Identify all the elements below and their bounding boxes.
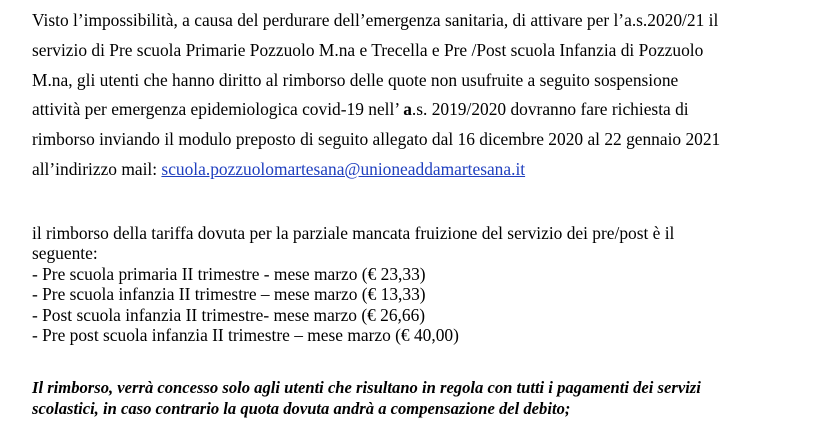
note-line-1: Il rimborso, verrà concesso solo agli utenti che risultano in regola con tutti i pagamenti dei servizi [32, 378, 701, 397]
intro-line-6 [32, 155, 812, 185]
intro-line-5: rimborso inviando il modulo preposto di seguito allegato dal 16 dicembre 2020 al 22 gennaio 2021 [32, 129, 721, 150]
refund-item-pre-post-infanzia: - Pre post scuola infanzia II trimestre – mese marzo (€ 40,00) [32, 325, 459, 346]
note-paragraph [32, 378, 812, 419]
intro-line-4-bold: a [403, 99, 412, 120]
refund-item-pre-primaria: - Pre scuola primaria II trimestre - mese marzo (€ 23,33) [32, 263, 426, 284]
email-prefix: all’indirizzo mail: [32, 158, 162, 179]
note-line-2: scolastici, in caso contrario la quota dovuta andrà a compensazione del debito; [32, 398, 571, 418]
refund-line-1: il rimborso della tariffa dovuta per la parziale mancata fruizione del servizio dei pre/post è il [32, 223, 675, 243]
intro-line-2: servizio di Pre scuola Primarie Pozzuolo M.na e Trecella e Pre /Post scuola Infanzia di Pozzuolo [32, 39, 704, 60]
intro-paragraph [32, 6, 812, 185]
intro-line-3: M.na, gli utenti che hanno diritto al rimborso delle quote non usufruite a seguito sospensione [32, 69, 679, 90]
intro-line-4-end: .s. 2019/2020 dovranno fare richiesta di [411, 99, 689, 120]
refund-paragraph [32, 223, 812, 345]
email-link[interactable]: scuola.pozzuolomartesana@unioneaddamartesana.it [161, 158, 526, 179]
refund-line-2: seguente: [32, 243, 98, 264]
intro-line-4-start: attività per emergenza epidemiologica covid-19 nell’ [32, 99, 404, 120]
refund-item-post-infanzia: - Post scuola infanzia II trimestre- mese marzo (€ 26,66) [32, 304, 426, 325]
refund-item-pre-infanzia: - Pre scuola infanzia II trimestre – mese marzo (€ 13,33) [32, 284, 426, 305]
intro-line-1: Visto l’impossibilità, a causa del perdurare dell’emergenza sanitaria, di attivare per l’a.s.2020/21 il [32, 10, 719, 30]
intro-line-4 [32, 95, 812, 125]
